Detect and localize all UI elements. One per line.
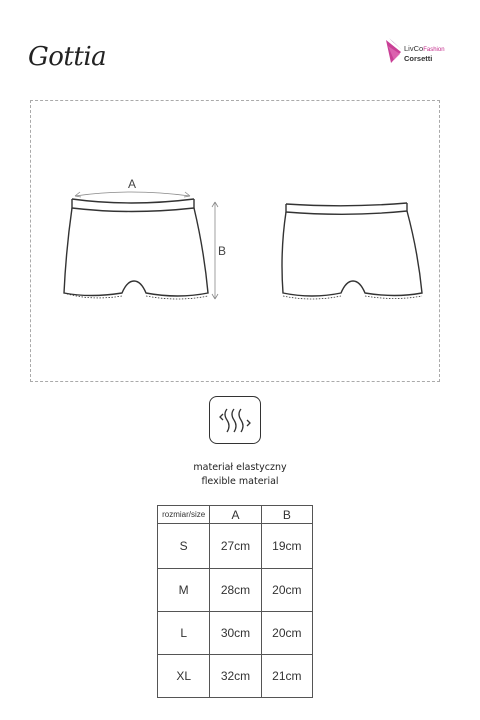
material-icon-box bbox=[209, 396, 261, 444]
a-column-header: A bbox=[210, 506, 261, 524]
a-cell: 27cm bbox=[210, 524, 261, 569]
a-cell: 28cm bbox=[210, 569, 261, 612]
material-label-pl: materiał elastyczny bbox=[193, 462, 287, 473]
shorts-front-drawing bbox=[64, 199, 208, 299]
table-row bbox=[158, 524, 313, 569]
b-cell: 20cm bbox=[261, 612, 312, 655]
elastic-stretch-icon bbox=[210, 397, 260, 443]
size-cell: M bbox=[158, 569, 210, 612]
size-cell: S bbox=[158, 524, 210, 569]
brand-name: Gottia bbox=[28, 42, 107, 72]
b-cell: 20cm bbox=[261, 569, 312, 612]
b-cell: 21cm bbox=[261, 655, 312, 698]
size-cell: XL bbox=[158, 655, 210, 698]
b-cell: 19cm bbox=[261, 524, 312, 569]
measure-b-label: B bbox=[218, 244, 227, 258]
a-cell: 30cm bbox=[210, 612, 261, 655]
table-row bbox=[158, 612, 313, 655]
table-row bbox=[158, 569, 313, 612]
logo-line-1: LivCoFashion bbox=[404, 44, 445, 53]
logo-line-2: Corsetti bbox=[404, 54, 433, 63]
size-column-header: rozmiar/size bbox=[158, 506, 210, 524]
size-table-header bbox=[158, 506, 313, 524]
shorts-back-drawing bbox=[282, 203, 422, 299]
measure-a-label: A bbox=[128, 177, 137, 191]
measure-a-arrow bbox=[75, 192, 190, 197]
a-cell: 32cm bbox=[210, 655, 261, 698]
butterfly-logo-icon bbox=[384, 36, 406, 66]
garment-diagram bbox=[30, 100, 440, 382]
table-row bbox=[158, 655, 313, 698]
size-table bbox=[157, 505, 313, 698]
material-label-en: flexible material bbox=[201, 476, 279, 487]
brand-logo bbox=[384, 36, 464, 70]
size-cell: L bbox=[158, 612, 210, 655]
b-column-header: B bbox=[261, 506, 312, 524]
